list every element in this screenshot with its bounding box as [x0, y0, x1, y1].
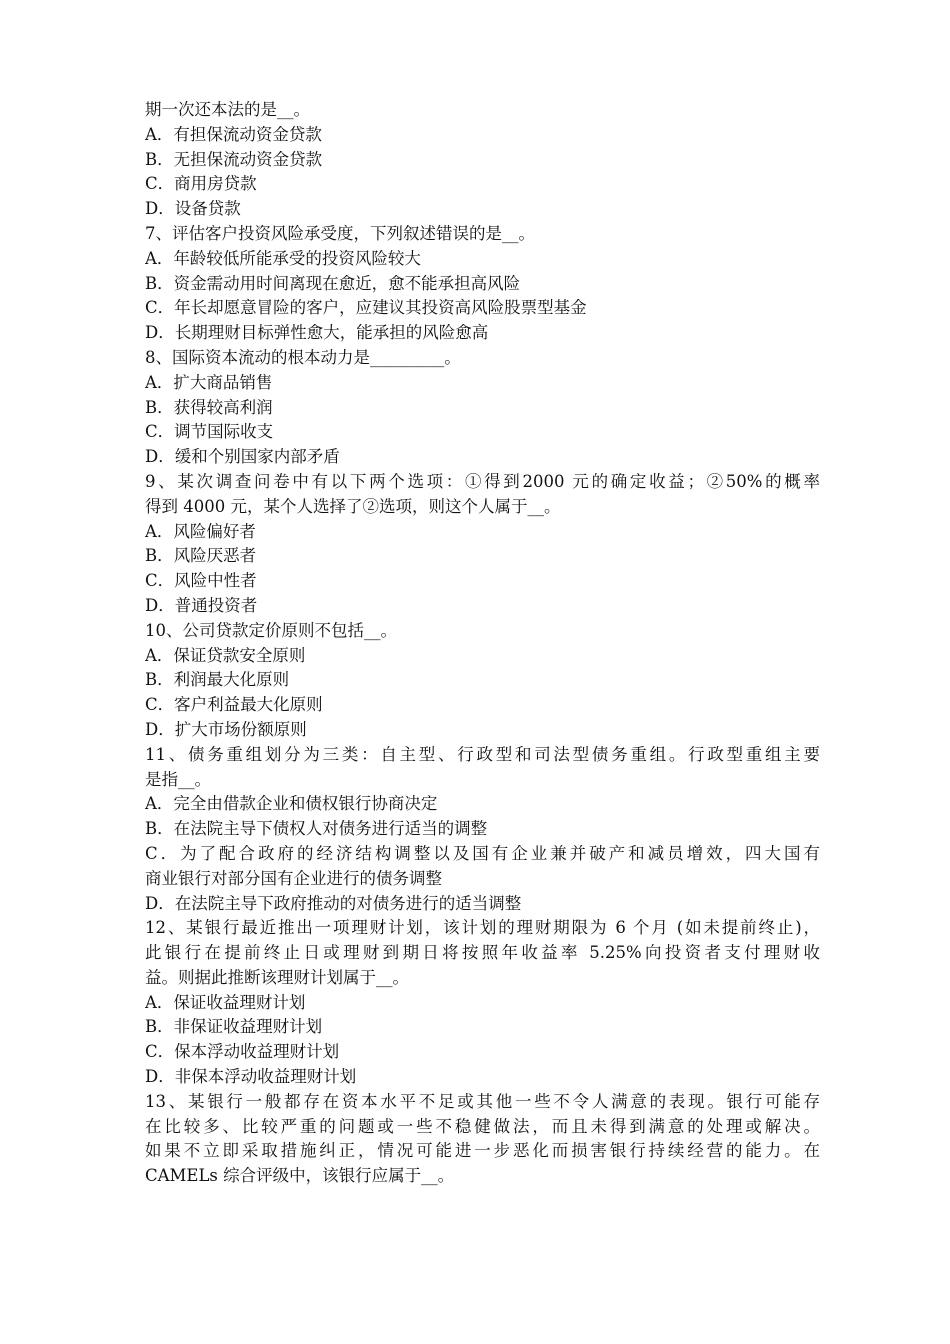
- question-8: 8、国际资本流动的根本动力是_________。: [145, 347, 461, 367]
- question-13-cont: 在比较多、比较严重的问题或一些不稳健做法，而且未得到满意的处理或解决。: [145, 1116, 820, 1136]
- option-d: D．缓和个别国家内部矛盾: [145, 447, 340, 467]
- option-c: C．调节国际收支: [145, 422, 274, 442]
- option-a: A．年龄较低所能承受的投资风险较大: [145, 248, 421, 268]
- option-d: D．设备贷款: [145, 199, 241, 219]
- option-c-cont: 商业银行对部分国有企业进行的债务调整: [145, 868, 442, 888]
- option-d: D．非保本浮动收益理财计划: [145, 1067, 357, 1087]
- option-d: D．长期理财目标弹性愈大，能承担的风险愈高: [145, 323, 489, 343]
- option-a: A．完全由借款企业和债权银行协商决定: [145, 794, 438, 814]
- option-b: B．无担保流动资金贷款: [145, 149, 323, 169]
- option-b: B．非保证收益理财计划: [145, 1017, 323, 1037]
- option-d: D．扩大市场份额原则: [145, 719, 307, 739]
- option-c: C．客户利益最大化原则: [145, 695, 323, 715]
- question-12-cont: 此银行在提前终止日或理财到期日将按照年收益率 5.25%向投资者支付理财收: [145, 943, 820, 963]
- question-12: 12、某银行最近推出一项理财计划，该计划的理财期限为 6 个月 (如未提前终止)，: [145, 918, 820, 938]
- document-body: [145, 98, 820, 1189]
- question-13: 13、某银行一般都存在资本水平不足或其他一些不令人满意的表现。银行可能存: [145, 1091, 820, 1111]
- question-12-cont: 益。则据此推断该理财计划属于__。: [145, 967, 409, 987]
- question-13-cont: 如果不立即采取措施纠正，情况可能进一步恶化而损害银行持续经营的能力。在: [145, 1141, 820, 1161]
- option-c: C．保本浮动收益理财计划: [145, 1042, 340, 1062]
- question-11: 11、债务重组划分为三类：自主型、行政型和司法型债务重组。行政型重组主要: [145, 744, 820, 764]
- text-line: 期一次还本法的是__。: [145, 100, 310, 119]
- question-9: 9、某次调查问卷中有以下两个选项：①得到2000 元的确定收益；②50%的概率: [145, 471, 820, 491]
- option-c: C．为了配合政府的经济结构调整以及国有企业兼并破产和减员增效，四大国有: [145, 843, 820, 863]
- option-b: B．利润最大化原则: [145, 670, 290, 690]
- option-a: A．保证收益理财计划: [145, 992, 306, 1012]
- option-a: A．有担保流动资金贷款: [145, 124, 322, 144]
- option-a: A．保证贷款安全原则: [145, 645, 306, 665]
- option-c: C．年长却愿意冒险的客户，应建议其投资高风险股票型基金: [145, 298, 587, 318]
- question-9-cont: 得到 4000 元，某个人选择了②选项，则这个人属于__。: [145, 496, 561, 516]
- option-b: B．资金需动用时间离现在愈近，愈不能承担高风险: [145, 273, 521, 293]
- question-11-cont: 是指__。: [145, 769, 211, 789]
- option-d: D．在法院主导下政府推动的对债务进行的适当调整: [145, 893, 522, 913]
- option-c: C．商用房贷款: [145, 174, 257, 194]
- question-7: 7、评估客户投资风险承受度，下列叙述错误的是__。: [145, 223, 535, 243]
- option-d: D．普通投资者: [145, 595, 258, 615]
- question-13-cont: CAMELs 综合评级中，该银行应属于__。: [145, 1166, 455, 1186]
- option-b: B．风险厌恶者: [145, 546, 257, 566]
- option-b: B．在法院主导下债权人对债务进行适当的调整: [145, 819, 488, 839]
- question-10: 10、公司贷款定价原则不包括__。: [145, 620, 397, 640]
- option-a: A．扩大商品销售: [145, 372, 273, 392]
- option-c: C．风险中性者: [145, 571, 257, 591]
- option-b: B．获得较高利润: [145, 397, 273, 417]
- option-a: A．风险偏好者: [145, 521, 256, 541]
